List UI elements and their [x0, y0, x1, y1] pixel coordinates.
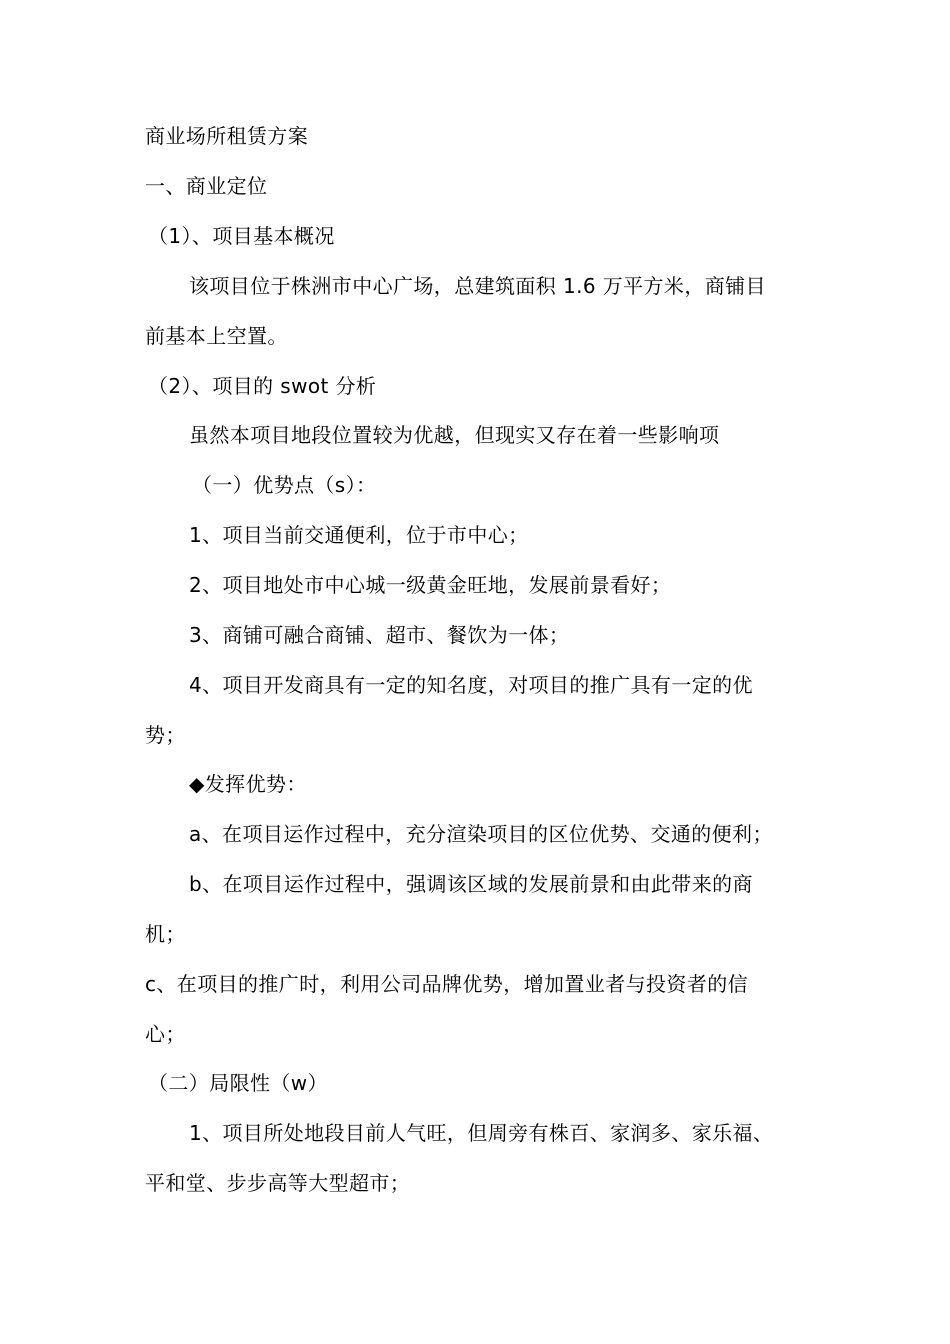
list-item-continuation: 势；: [145, 723, 186, 747]
list-item: 3、商铺可融合商铺、超市、餐饮为一体；: [189, 623, 570, 647]
sub-heading: （二）局限性（w）: [148, 1071, 328, 1095]
sub-heading: ◆发挥优势：: [189, 772, 307, 796]
paragraph-line: 该项目位于株洲市中心广场，总建筑面积 1.6 万平方米，商铺目: [189, 274, 766, 298]
list-item: a、在项目运作过程中，充分渲染项目的区位优势、交通的便利；: [189, 822, 773, 846]
subsection-heading: （1）、项目基本概况: [148, 224, 335, 248]
list-item: 4、项目开发商具有一定的知名度，对项目的推广具有一定的优: [189, 673, 753, 697]
list-item: c、在项目的推广时，利用公司品牌优势，增加置业者与投资者的信: [145, 972, 748, 996]
list-item-continuation: 心；: [145, 1022, 186, 1046]
list-item: 1、项目所处地段目前人气旺，但周旁有株百、家润多、家乐福、: [189, 1121, 774, 1145]
paragraph-line: 虽然本项目地段位置较为优越，但现实又存在着一些影响项: [189, 423, 720, 447]
document-title: 商业场所租赁方案: [145, 124, 309, 148]
list-item: b、在项目运作过程中，强调该区域的发展前景和由此带来的商: [189, 872, 753, 896]
list-item: 1、项目当前交通便利，位于市中心；: [189, 523, 529, 547]
list-item-continuation: 机；: [145, 922, 186, 946]
paragraph-line: 前基本上空置。: [145, 324, 288, 348]
list-item: 2、项目地处市中心城一级黄金旺地，发展前景看好；: [189, 573, 672, 597]
sub-heading: （一）优势点（s）：: [192, 473, 377, 497]
list-item-continuation: 平和堂、步步高等大型超市；: [145, 1171, 411, 1195]
section-heading: 一、商业定位: [145, 174, 268, 198]
subsection-heading: （2）、项目的 swot 分析: [148, 374, 377, 398]
